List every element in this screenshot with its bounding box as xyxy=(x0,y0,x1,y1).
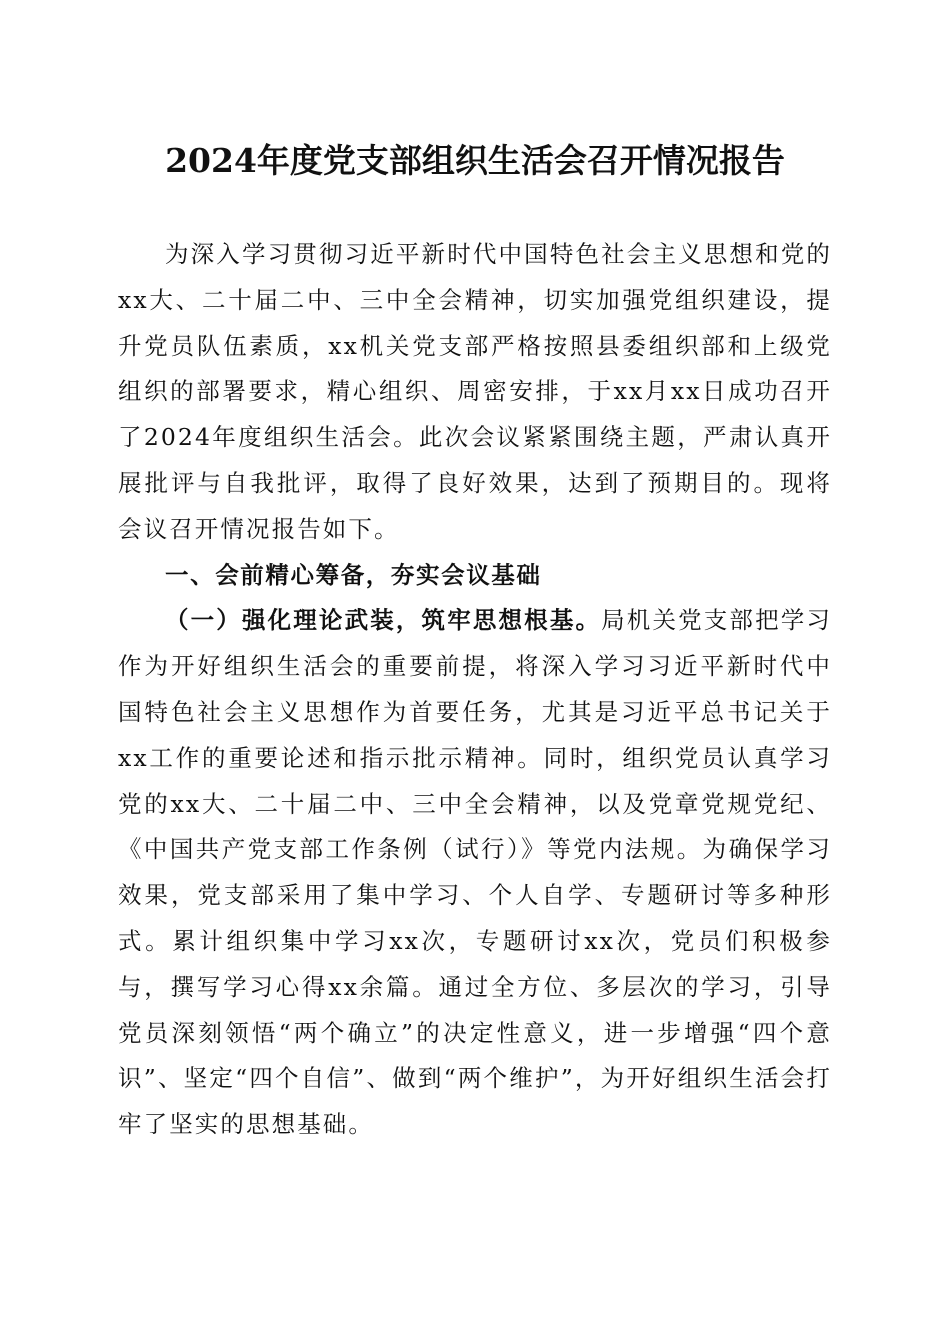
subsection-body: 局机关党支部把学习作为开好组织生活会的重要前提，将深入学习习近平新时代中国特色社会主义思想作为首要任务，尤其是习近平总书记关于xx工作的重要论述和指示批示精神。同时，组织党员认真学习党的xx大、二十届二中、三中全会精神，以及党章党规党纪、《中国共产党支部工作条例（试行）》等党内法规。为确保学习效果，党支部采用了集中学习、个人自学、专题研讨等多种形式。累计组织集中学习xx次，专题研讨xx次，党员们积极参与，撰写学习心得xx余篇。通过全方位、多层次的学习，引导党员深刻领悟“两个确立”的决定性意义，进一步增强“四个意识”、坚定“四个自信”、做到“两个维护”，为开好组织生活会打牢了坚实的思想基础。 xyxy=(118,606,833,1139)
intro-paragraph: 为深入学习贯彻习近平新时代中国特色社会主义思想和党的xx大、二十届二中、三中全会精神，切实加强党组织建设，提升党员队伍素质，xx机关党支部严格按照县委组织部和上级党组织的部署要求，精心组织、周密安排，于xx月xx日成功召开了2024年度组织生活会。此次会议紧紧围绕主题，严肃认真开展批评与自我批评，取得了良好效果，达到了预期目的。现将会议召开情况报告如下。 xyxy=(118,240,832,543)
subsection-paragraph xyxy=(118,598,832,1148)
section-heading: 一、会前精心筹备，夯实会议基础 xyxy=(165,560,542,589)
document-title: 2024年度党支部组织生活会召开情况报告 xyxy=(165,141,785,180)
document-body xyxy=(118,232,832,1148)
subsection-heading: （一）强化理论武装，筑牢思想根基。 xyxy=(165,606,602,635)
